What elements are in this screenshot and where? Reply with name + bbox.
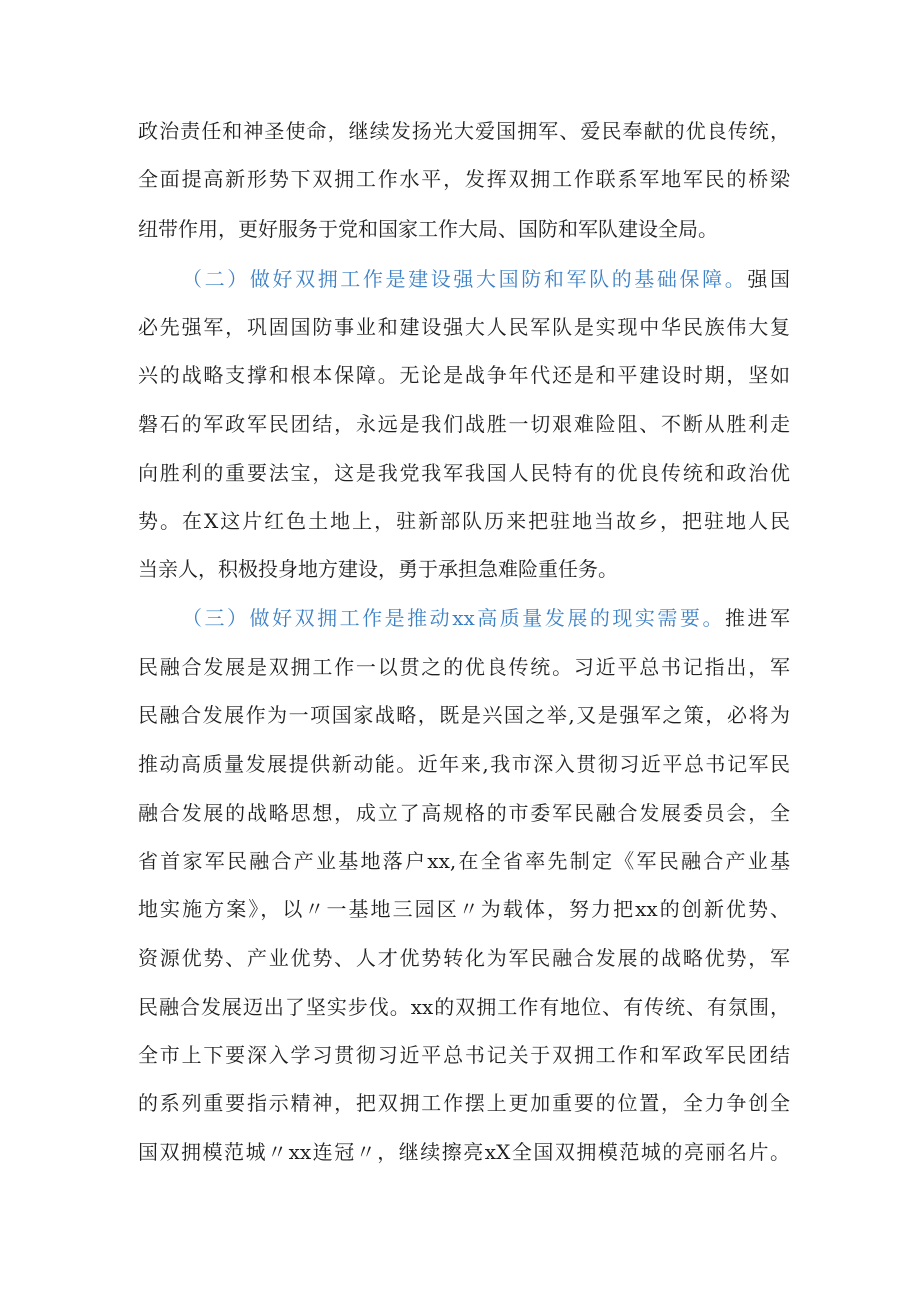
- paragraph-2-line-3: 磐石的军政军民团结，永远是我们战胜一切艰难险阻、不断从胜利走: [138, 412, 790, 436]
- paragraph-3-line-4: 融合发展的战略思想，成立了高规格的市委军民融合发展委员会，全: [138, 801, 790, 825]
- section-heading-2: （二）做好双拥工作是建设强大国防和军队的基础保障。: [182, 267, 748, 291]
- section-heading-3: （三）做好双拥工作是推动xx高质量发展的现实需要。: [182, 606, 725, 630]
- paragraph-3-line-5: 省首家军民融合产业基地落户xx,在全省率先制定《军民融合产业基: [138, 849, 790, 873]
- paragraph-1-line-1: 政治责任和神圣使命，继续发扬光大爱国拥军、爱民奉献的优良传统，: [138, 119, 790, 143]
- paragraph-2-first-line-rest: 强国: [747, 267, 791, 291]
- paragraph-1-line-3: 纽带作用，更好服务于党和国家工作大局、国防和军队建设全局。: [138, 217, 718, 241]
- paragraph-3-line-7: 资源优势、产业优势、人才优势转化为军民融合发展的战略优势，军: [138, 946, 790, 970]
- paragraph-3-line-2: 民融合发展作为一项国家战略，既是兴国之举,又是强军之策，必将为: [138, 703, 790, 727]
- paragraph-3-line-3: 推动高质量发展提供新动能。近年来,我市深入贯彻习近平总书记军民: [138, 752, 790, 776]
- paragraph-3-line-11: 国双拥模范城〃xx连冠〃，继续擦亮xX全国双拥模范城的亮丽名片。: [138, 1140, 790, 1164]
- paragraph-3-first-line-rest: 推进军: [724, 606, 791, 630]
- paragraph-2-line-5: 势。在X这片红色土地上，驻新部队历来把驻地当故乡，把驻地人民: [138, 509, 790, 533]
- paragraph-2-line-4: 向胜利的重要法宝，这是我党我军我国人民特有的优良传统和政治优: [138, 461, 790, 485]
- paragraph-1-line-2: 全面提高新形势下双拥工作水平，发挥双拥工作联系军地军民的桥梁: [138, 167, 790, 191]
- paragraph-3-first-line: [182, 601, 790, 635]
- paragraph-3-line-9: 全市上下要深入学习贯彻习近平总书记关于双拥工作和军政军民团结: [138, 1043, 790, 1067]
- paragraph-2-line-1: 必先强军，巩固国防事业和建设强大人民军队是实现中华民族伟大复: [138, 315, 790, 339]
- paragraph-2-first-line: [182, 262, 790, 296]
- paragraph-3-line-10: 的系列重要指示精神，把双拥工作摆上更加重要的位置，全力争创全: [138, 1091, 790, 1115]
- paragraph-3-line-6: 地实施方案》，以〃一基地三园区〃为载体，努力把xx的创新优势、: [138, 897, 790, 921]
- paragraph-3-line-8: 民融合发展迈出了坚实步伐。xx的双拥工作有地位、有传统、有氛围，: [138, 995, 790, 1019]
- paragraph-2-line-2: 兴的战略支撑和根本保障。无论是战争年代还是和平建设时期，坚如: [138, 363, 790, 387]
- paragraph-2-line-6: 当亲人，积极投身地方建设，勇于承担急难险重任务。: [138, 557, 618, 581]
- paragraph-3-line-1: 民融合发展是双拥工作一以贯之的优良传统。习近平总书记指出，军: [138, 655, 790, 679]
